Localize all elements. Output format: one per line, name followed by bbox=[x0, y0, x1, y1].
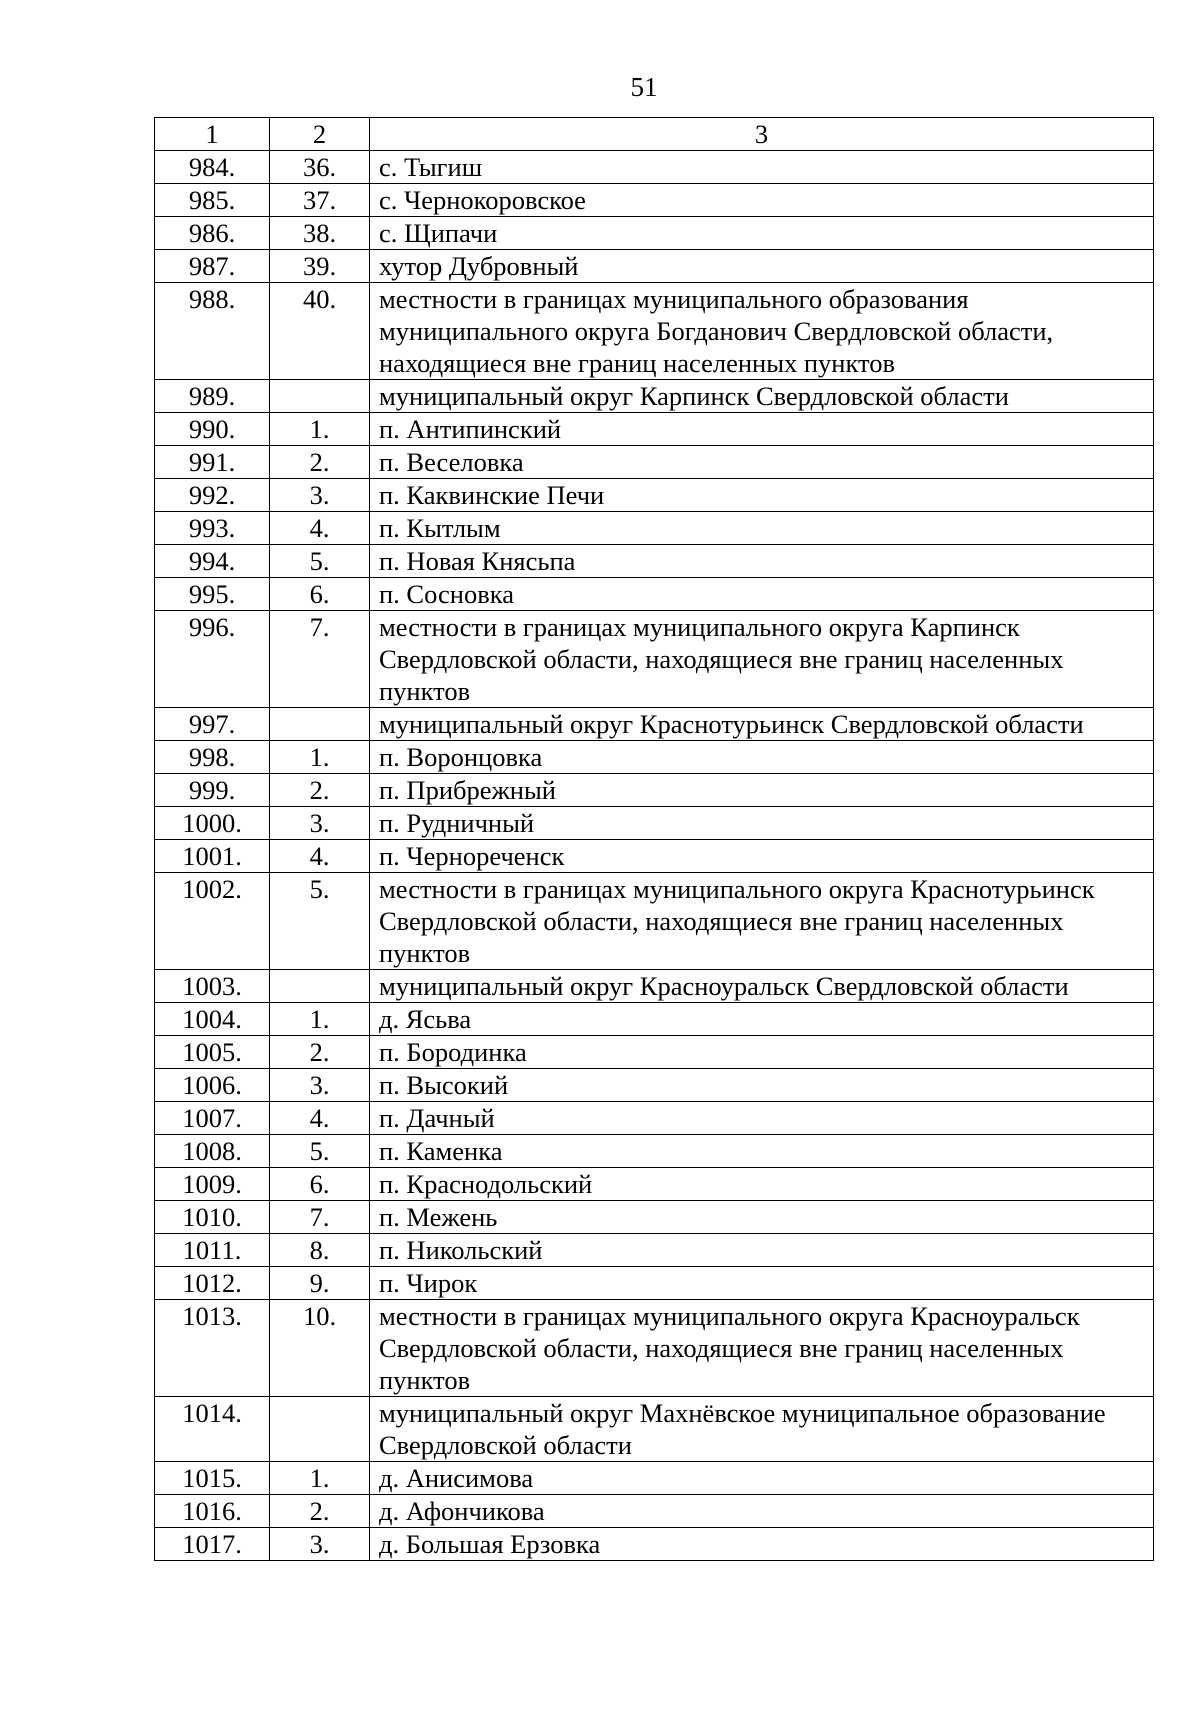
settlement-name-cell: с. Щипачи bbox=[370, 217, 1154, 250]
row-number-cell: 1015. bbox=[155, 1462, 270, 1495]
sub-number-cell: 4. bbox=[270, 512, 370, 545]
sub-number-cell: 3. bbox=[270, 1069, 370, 1102]
row-number-cell: 991. bbox=[155, 446, 270, 479]
sub-number-cell: 1. bbox=[270, 413, 370, 446]
row-number-cell: 1017. bbox=[155, 1528, 270, 1561]
sub-number-cell: 7. bbox=[270, 611, 370, 708]
row-number-cell: 1010. bbox=[155, 1201, 270, 1234]
table-row bbox=[155, 1135, 1154, 1168]
row-number-cell: 1004. bbox=[155, 1003, 270, 1036]
settlement-name-cell: п. Краснодольский bbox=[370, 1168, 1154, 1201]
settlement-name-cell: п. Никольский bbox=[370, 1234, 1154, 1267]
row-number-cell: 1000. bbox=[155, 807, 270, 840]
row-number-cell: 999. bbox=[155, 774, 270, 807]
table-row bbox=[155, 708, 1154, 741]
settlement-name-cell: д. Анисимова bbox=[370, 1462, 1154, 1495]
sub-number-cell: 4. bbox=[270, 840, 370, 873]
row-number-cell: 984. bbox=[155, 151, 270, 184]
sub-number-cell: 1. bbox=[270, 1003, 370, 1036]
row-number-cell: 992. bbox=[155, 479, 270, 512]
settlement-name-cell: п. Межень bbox=[370, 1201, 1154, 1234]
table-row bbox=[155, 807, 1154, 840]
table-row bbox=[155, 151, 1154, 184]
sub-number-cell bbox=[270, 380, 370, 413]
settlement-name-cell: п. Каквинские Печи bbox=[370, 479, 1154, 512]
table-row bbox=[155, 1069, 1154, 1102]
settlement-name-cell: муниципальный округ Махнёвское муниципальное образование Свердловской области bbox=[370, 1397, 1154, 1462]
sub-number-cell: 3. bbox=[270, 1528, 370, 1561]
table-body bbox=[155, 118, 1154, 1561]
row-number-cell: 989. bbox=[155, 380, 270, 413]
settlement-name-cell: п. Сосновка bbox=[370, 578, 1154, 611]
settlement-name-cell: п. Каменка bbox=[370, 1135, 1154, 1168]
settlement-name-cell: муниципальный округ Красноуральск Свердловской области bbox=[370, 970, 1154, 1003]
row-number-cell: 1005. bbox=[155, 1036, 270, 1069]
row-number-cell: 995. bbox=[155, 578, 270, 611]
table-row bbox=[155, 217, 1154, 250]
table-row bbox=[155, 446, 1154, 479]
row-number-cell: 1003. bbox=[155, 970, 270, 1003]
row-number-cell: 1006. bbox=[155, 1069, 270, 1102]
sub-number-cell: 2. bbox=[270, 1495, 370, 1528]
sub-number-cell: 6. bbox=[270, 1168, 370, 1201]
settlements-table bbox=[154, 117, 1154, 1561]
settlement-name-cell: п. Прибрежный bbox=[370, 774, 1154, 807]
sub-number-cell bbox=[270, 970, 370, 1003]
row-number-cell: 1001. bbox=[155, 840, 270, 873]
settlement-name-cell: п. Рудничный bbox=[370, 807, 1154, 840]
sub-number-cell: 7. bbox=[270, 1201, 370, 1234]
sub-number-cell: 37. bbox=[270, 184, 370, 217]
sub-number-cell: 5. bbox=[270, 1135, 370, 1168]
settlement-name-cell: п. Высокий bbox=[370, 1069, 1154, 1102]
settlement-name-cell: д. Большая Ерзовка bbox=[370, 1528, 1154, 1561]
table-row bbox=[155, 184, 1154, 217]
column-header-3: 3 bbox=[370, 118, 1154, 151]
row-number-cell: 986. bbox=[155, 217, 270, 250]
settlement-name-cell: муниципальный округ Краснотурьинск Свердловской области bbox=[370, 708, 1154, 741]
table-row bbox=[155, 250, 1154, 283]
table-row bbox=[155, 611, 1154, 708]
table-row bbox=[155, 1036, 1154, 1069]
settlement-name-cell: п. Антипинский bbox=[370, 413, 1154, 446]
table-row bbox=[155, 380, 1154, 413]
table-row bbox=[155, 1003, 1154, 1036]
sub-number-cell bbox=[270, 708, 370, 741]
row-number-cell: 994. bbox=[155, 545, 270, 578]
row-number-cell: 1011. bbox=[155, 1234, 270, 1267]
table-row bbox=[155, 512, 1154, 545]
settlement-name-cell: с. Тыгиш bbox=[370, 151, 1154, 184]
row-number-cell: 988. bbox=[155, 283, 270, 380]
sub-number-cell: 8. bbox=[270, 1234, 370, 1267]
sub-number-cell: 9. bbox=[270, 1267, 370, 1300]
table-header-row bbox=[155, 118, 1154, 151]
settlement-name-cell: п. Веселовка bbox=[370, 446, 1154, 479]
settlement-name-cell: муниципальный округ Карпинск Свердловской области bbox=[370, 380, 1154, 413]
table-row bbox=[155, 545, 1154, 578]
table-row bbox=[155, 283, 1154, 380]
column-header-2: 2 bbox=[270, 118, 370, 151]
row-number-cell: 1007. bbox=[155, 1102, 270, 1135]
row-number-cell: 993. bbox=[155, 512, 270, 545]
settlement-name-cell: хутор Дубровный bbox=[370, 250, 1154, 283]
table-row bbox=[155, 413, 1154, 446]
settlement-name-cell: п. Кытлым bbox=[370, 512, 1154, 545]
table-row bbox=[155, 1267, 1154, 1300]
settlement-name-cell: д. Ясьва bbox=[370, 1003, 1154, 1036]
table-row bbox=[155, 1300, 1154, 1397]
row-number-cell: 1012. bbox=[155, 1267, 270, 1300]
table-row bbox=[155, 1397, 1154, 1462]
settlement-name-cell: п. Бородинка bbox=[370, 1036, 1154, 1069]
row-number-cell: 997. bbox=[155, 708, 270, 741]
row-number-cell: 1002. bbox=[155, 873, 270, 970]
row-number-cell: 998. bbox=[155, 741, 270, 774]
sub-number-cell: 5. bbox=[270, 545, 370, 578]
settlement-name-cell: местности в границах муниципального округа Красноуральск Свердловской области, находящиеся вне границ населенных пунктов bbox=[370, 1300, 1154, 1397]
sub-number-cell: 6. bbox=[270, 578, 370, 611]
sub-number-cell: 2. bbox=[270, 774, 370, 807]
row-number-cell: 987. bbox=[155, 250, 270, 283]
table-row bbox=[155, 970, 1154, 1003]
sub-number-cell: 1. bbox=[270, 1462, 370, 1495]
row-number-cell: 1014. bbox=[155, 1397, 270, 1462]
sub-number-cell: 40. bbox=[270, 283, 370, 380]
settlement-name-cell: п. Новая Княсьпа bbox=[370, 545, 1154, 578]
settlement-name-cell: местности в границах муниципального округа Карпинск Свердловской области, находящиеся вне границ населенных пунктов bbox=[370, 611, 1154, 708]
settlement-name-cell: местности в границах муниципального округа Краснотурьинск Свердловской области, находящиеся вне границ населенных пунктов bbox=[370, 873, 1154, 970]
table-row bbox=[155, 774, 1154, 807]
sub-number-cell: 2. bbox=[270, 1036, 370, 1069]
table-row bbox=[155, 741, 1154, 774]
sub-number-cell bbox=[270, 1397, 370, 1462]
table-row bbox=[155, 578, 1154, 611]
sub-number-cell: 3. bbox=[270, 479, 370, 512]
table-row bbox=[155, 1462, 1154, 1495]
sub-number-cell: 2. bbox=[270, 446, 370, 479]
table-row bbox=[155, 1102, 1154, 1135]
settlement-name-cell: п. Чирок bbox=[370, 1267, 1154, 1300]
sub-number-cell: 3. bbox=[270, 807, 370, 840]
settlement-name-cell: д. Афончикова bbox=[370, 1495, 1154, 1528]
sub-number-cell: 10. bbox=[270, 1300, 370, 1397]
settlement-name-cell: местности в границах муниципального образования муниципального округа Богданович Свердловской области, находящиеся вне границ населенных пунктов bbox=[370, 283, 1154, 380]
table-row bbox=[155, 1201, 1154, 1234]
row-number-cell: 985. bbox=[155, 184, 270, 217]
table-row bbox=[155, 840, 1154, 873]
row-number-cell: 990. bbox=[155, 413, 270, 446]
sub-number-cell: 5. bbox=[270, 873, 370, 970]
sub-number-cell: 39. bbox=[270, 250, 370, 283]
table-row bbox=[155, 1495, 1154, 1528]
sub-number-cell: 38. bbox=[270, 217, 370, 250]
row-number-cell: 996. bbox=[155, 611, 270, 708]
row-number-cell: 1013. bbox=[155, 1300, 270, 1397]
settlement-name-cell: п. Чернореченск bbox=[370, 840, 1154, 873]
page-number: 51 bbox=[630, 72, 658, 102]
sub-number-cell: 36. bbox=[270, 151, 370, 184]
table-row bbox=[155, 873, 1154, 970]
row-number-cell: 1009. bbox=[155, 1168, 270, 1201]
table-row bbox=[155, 1528, 1154, 1561]
settlement-name-cell: п. Дачный bbox=[370, 1102, 1154, 1135]
table-row bbox=[155, 479, 1154, 512]
column-header-1: 1 bbox=[155, 118, 270, 151]
table-row bbox=[155, 1168, 1154, 1201]
row-number-cell: 1016. bbox=[155, 1495, 270, 1528]
sub-number-cell: 4. bbox=[270, 1102, 370, 1135]
table-row bbox=[155, 1234, 1154, 1267]
row-number-cell: 1008. bbox=[155, 1135, 270, 1168]
sub-number-cell: 1. bbox=[270, 741, 370, 774]
settlement-name-cell: п. Воронцовка bbox=[370, 741, 1154, 774]
settlement-name-cell: с. Чернокоровское bbox=[370, 184, 1154, 217]
